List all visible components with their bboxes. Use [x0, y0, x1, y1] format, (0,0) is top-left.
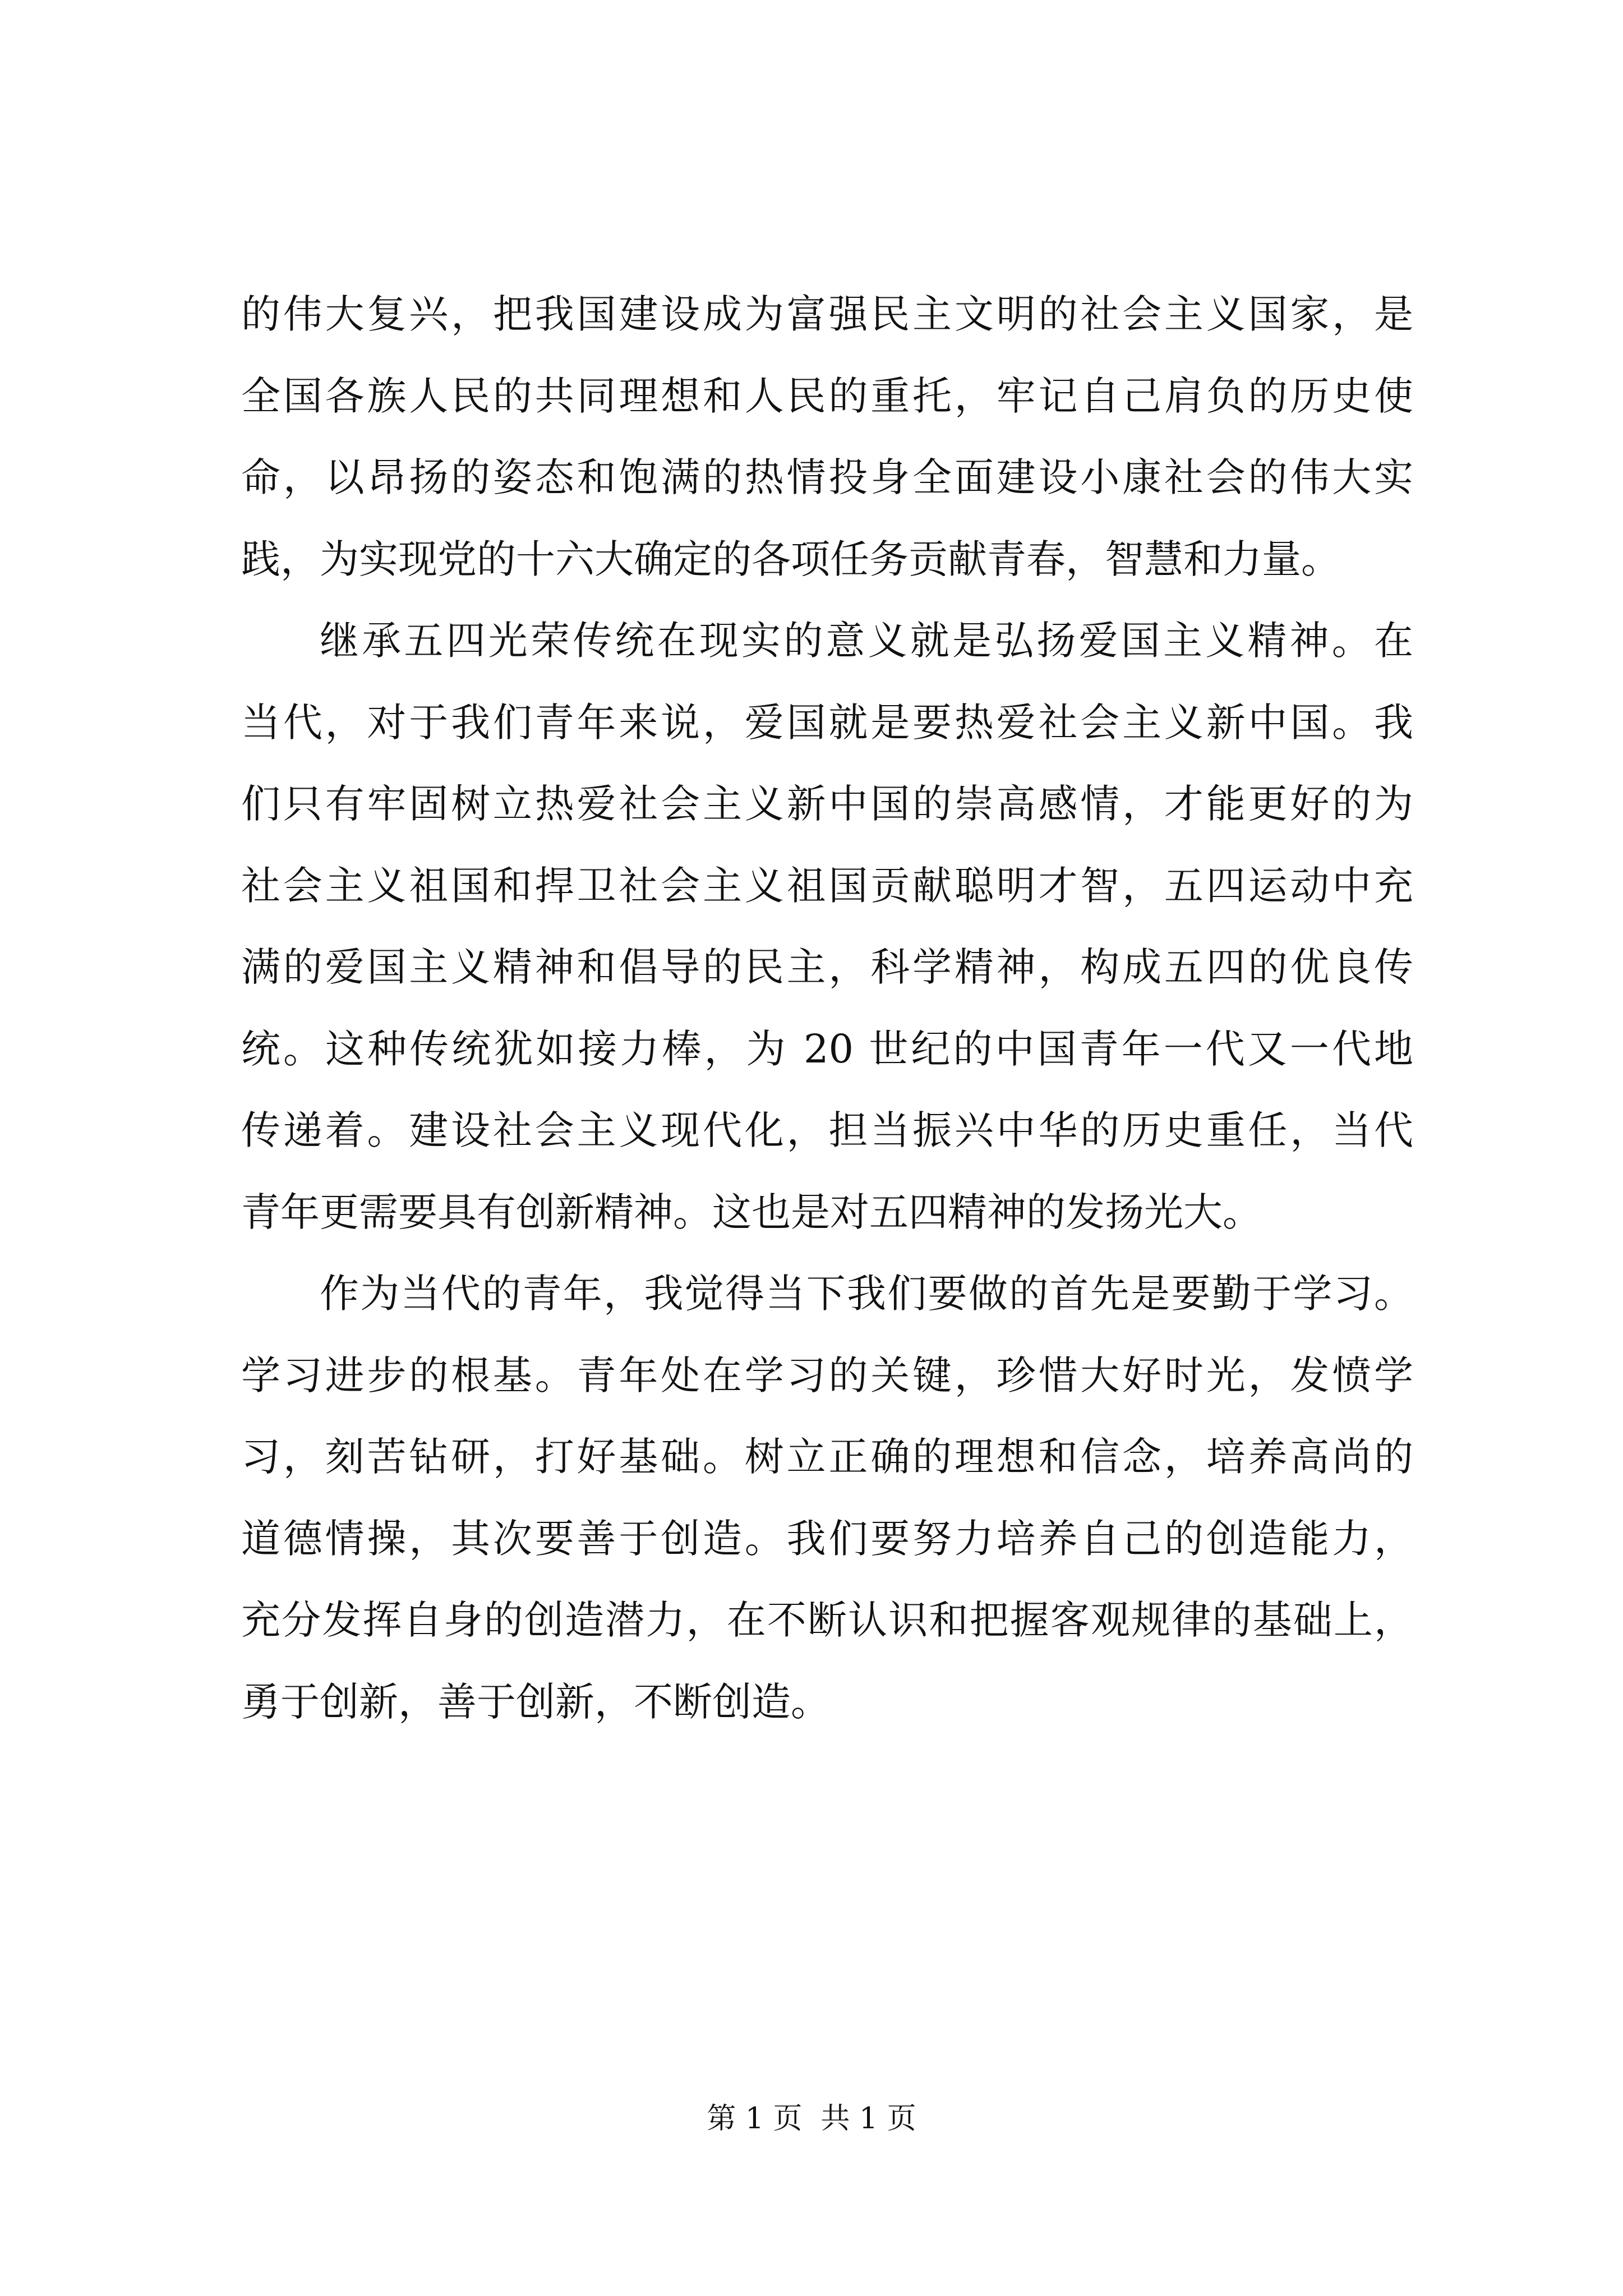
- text-line: 当代，对于我们青年来说，爱国就是要热爱社会主义新中国。我: [241, 699, 1413, 746]
- text-line: 传递着。建设社会主义现代化，担当振兴中华的历史重任，当代: [241, 1107, 1413, 1153]
- page-footer: 第 1 页 共 1 页: [707, 2102, 916, 2136]
- paragraph-2: [241, 600, 1413, 1253]
- text-line: 统。这种传统犹如接力棒，为 20 世纪的中国青年一代又一代地: [241, 1025, 1413, 1072]
- text-line: 的伟大复兴，把我国建设成为富强民主文明的社会主义国家，是: [241, 291, 1413, 337]
- text-line: 继承五四光荣传统在现实的意义就是弘扬爱国主义精神。在: [320, 618, 1413, 664]
- text-line: 满的爱国主义精神和倡导的民主，科学精神，构成五四的优良传: [241, 944, 1413, 990]
- text-line: 们只有牢固树立热爱社会主义新中国的崇高感情，才能更好的为: [241, 781, 1413, 827]
- text-line: 充分发挥自身的创造潜力，在不断认识和把握客观规律的基础上，: [241, 1597, 1413, 1643]
- text-line: 社会主义祖国和捍卫社会主义祖国贡献聪明才智，五四运动中充: [241, 862, 1413, 909]
- text-line: 学习进步的根基。青年处在学习的关键，珍惜大好时光，发愤学: [241, 1352, 1413, 1398]
- paragraph-1: [241, 274, 1413, 600]
- paragraph-3: [241, 1253, 1413, 1743]
- text-line: 全国各族人民的共同理想和人民的重托，牢记自己肩负的历史使: [241, 372, 1413, 419]
- text-line: 命，以昂扬的姿态和饱满的热情投身全面建设小康社会的伟大实: [241, 454, 1413, 500]
- text-line: 作为当代的青年，我觉得当下我们要做的首先是要勤于学习。: [320, 1271, 1413, 1317]
- text-line: 道德情操，其次要善于创造。我们要努力培养自己的创造能力，: [241, 1515, 1413, 1562]
- text-line: 勇于创新，善于创新，不断创造。: [241, 1678, 830, 1725]
- document-body: [241, 274, 1413, 1743]
- text-line: 青年更需要具有创新精神。这也是对五四精神的发扬光大。: [241, 1189, 1262, 1235]
- text-line: 践，为实现党的十六大确定的各项任务贡献青春，智慧和力量。: [241, 536, 1340, 582]
- text-line: 习，刻苦钻研，打好基础。树立正确的理想和信念，培养高尚的: [241, 1434, 1413, 1480]
